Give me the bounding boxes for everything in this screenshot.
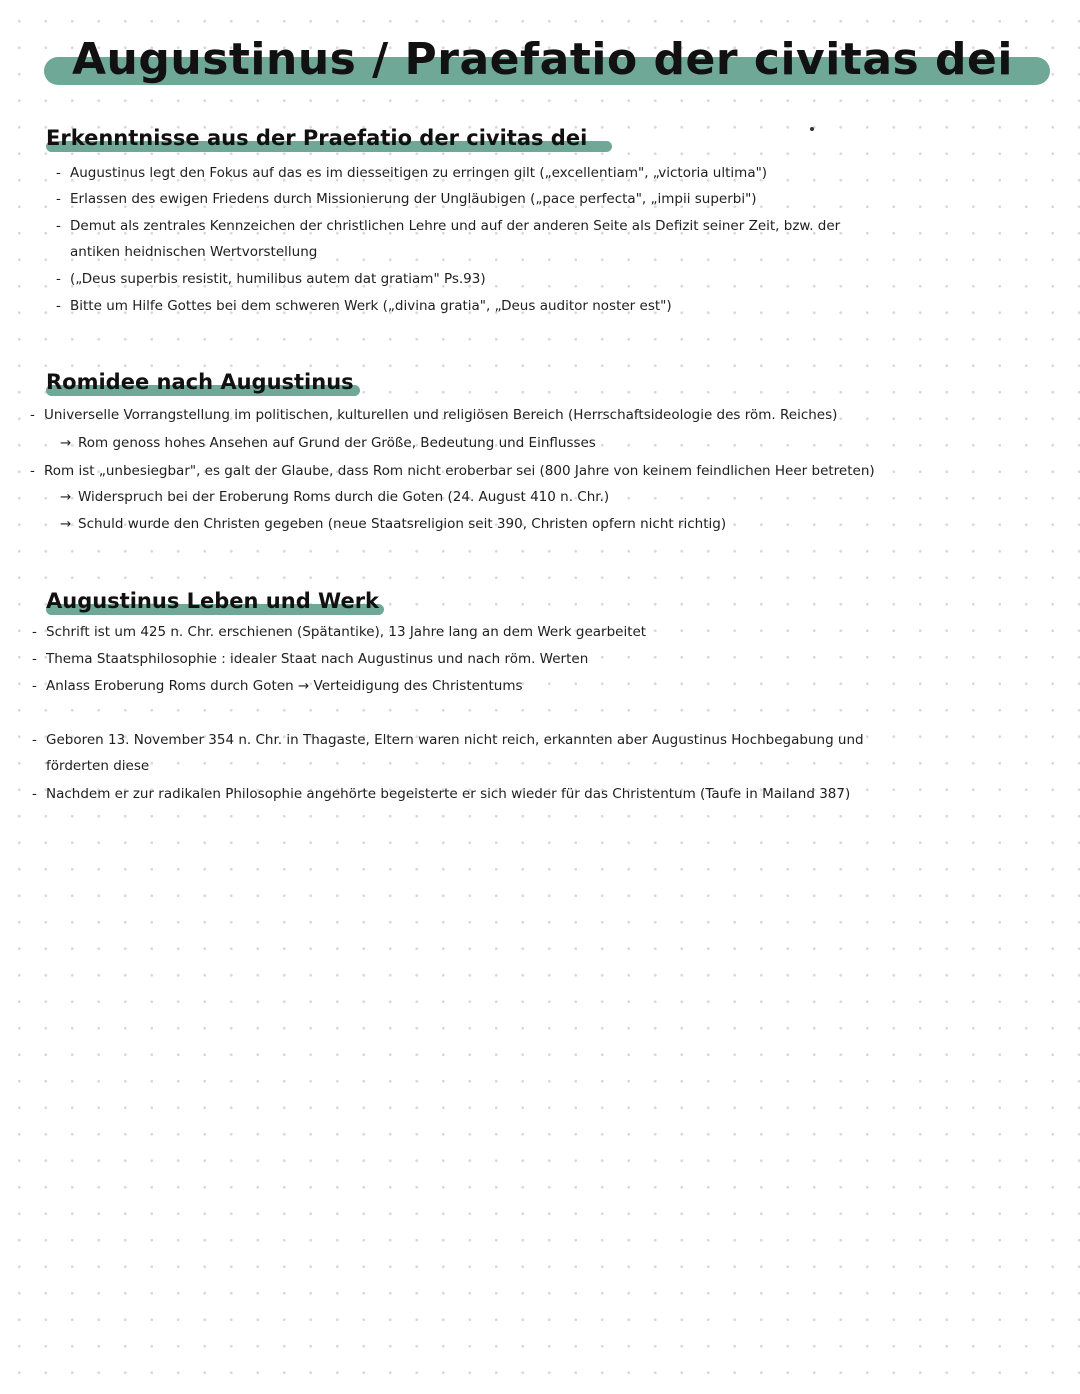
arrow-icon: → <box>60 435 72 451</box>
stray-ink-dot <box>810 127 814 131</box>
note-line: - Geboren 13. November 354 n. Chr. in Thagaste, Eltern waren nicht reich, erkannten aber Augustinus Hochbegabung und <box>32 732 864 748</box>
note-line: - Bitte um Hilfe Gottes bei dem schweren Werk („divina gratia", „Deus auditor noster est") <box>56 298 672 314</box>
bullet-dash: - <box>32 786 37 802</box>
section-erkenntnisse-heading-wrap <box>46 124 612 152</box>
note-line: - Universelle Vorrangstellung im politischen, kulturellen und religiösen Bereich (Herrschaftsideologie des röm. Reiches) <box>30 407 838 423</box>
bullet-dash: - <box>32 651 37 667</box>
section-heading-erkenntnisse: Erkenntnisse aus der Praefatio der civitas dei <box>46 126 588 150</box>
note-line-arrow: → Schuld wurde den Christen gegeben (neue Staatsreligion seit 390, Christen opfern nicht richtig) <box>60 516 727 532</box>
arrow-icon: → <box>60 489 72 505</box>
note-line: - Nachdem er zur radikalen Philosophie angehörte begeisterte er sich wieder für das Christentum (Taufe in Mailand 387) <box>32 786 851 802</box>
section-heading-leben: Augustinus Leben und Werk <box>46 589 380 613</box>
bullet-dash: - <box>56 271 61 287</box>
page-title: Augustinus / Praefatio der civitas dei <box>72 34 1013 85</box>
note-line: - Augustinus legt den Fokus auf das es im diesseitigen zu erringen gilt („excellentiam", „victoria ultima") <box>56 165 768 181</box>
note-line-continuation: förderten diese <box>46 758 150 774</box>
section-romidee-heading-wrap <box>46 368 360 396</box>
note-line: - („Deus superbis resistit, humilibus autem dat gratiam" Ps.93) <box>56 271 486 287</box>
note-line-arrow: → Widerspruch bei der Eroberung Roms durch die Goten (24. August 410 n. Chr.) <box>60 489 610 505</box>
bullet-dash: - <box>32 624 37 640</box>
note-line: - Rom ist „unbesiegbar", es galt der Glaube, dass Rom nicht eroberbar sei (800 Jahre von keinem feindlichen Heer betreten) <box>30 463 875 479</box>
note-line: - Erlassen des ewigen Friedens durch Missionierung der Ungläubigen („pace perfecta", „impii superbi") <box>56 191 757 207</box>
section-leben-heading-wrap <box>46 587 384 615</box>
bullet-dash: - <box>30 407 35 423</box>
bullet-dash: - <box>30 463 35 479</box>
bullet-dash: - <box>56 191 61 207</box>
bullet-dash: - <box>56 298 61 314</box>
bullet-dash: - <box>32 732 37 748</box>
note-line: - Thema Staatsphilosophie : idealer Staat nach Augustinus und nach röm. Werten <box>32 651 589 667</box>
note-line: - Schrift ist um 425 n. Chr. erschienen (Spätantike), 13 Jahre lang an dem Werk gearbeitet <box>32 624 647 640</box>
section-heading-romidee: Romidee nach Augustinus <box>46 370 354 394</box>
note-line-continuation: antiken heidnischen Wertvorstellung <box>70 244 318 260</box>
bullet-dash: - <box>56 165 61 181</box>
note-line: - Anlass Eroberung Roms durch Goten → Verteidigung des Christentums <box>32 678 523 694</box>
bullet-dash: - <box>56 218 61 234</box>
note-line: - Demut als zentrales Kennzeichen der christlichen Lehre und auf der anderen Seite als Defizit seiner Zeit, bzw. der <box>56 218 841 234</box>
note-line-arrow: → Rom genoss hohes Ansehen auf Grund der Größe, Bedeutung und Einflusses <box>60 435 596 451</box>
arrow-icon: → <box>60 516 72 532</box>
bullet-dash: - <box>32 678 37 694</box>
